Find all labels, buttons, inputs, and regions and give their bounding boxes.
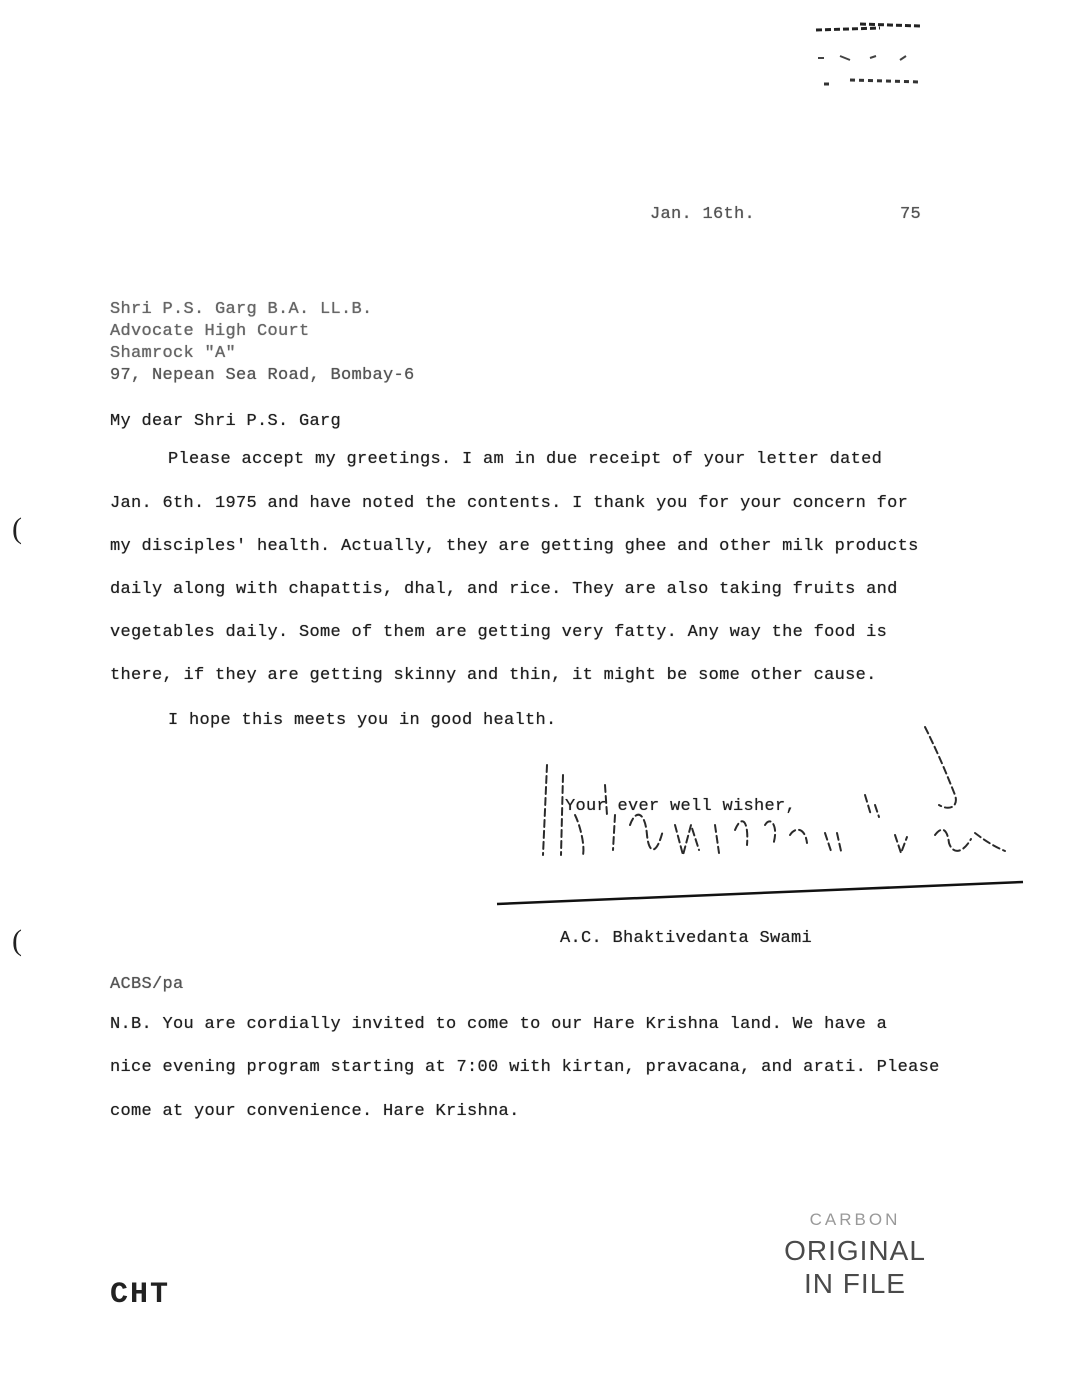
body-line-4: daily along with chapattis, dhal, and rice. They are also taking fruits and <box>110 580 898 599</box>
address-line-2: Advocate High Court <box>110 322 310 341</box>
carbon-stamp-line-2: ORIGINAL <box>784 1235 926 1266</box>
body-line-3: my disciples' health. Actually, they are getting ghee and other milk products <box>110 537 919 556</box>
address-line-3: Shamrock "A" <box>110 344 237 363</box>
body-line-5: vegetables daily. Some of them are getting very fatty. Any way the food is <box>110 623 888 642</box>
carbon-stamp-line-1: CARBON <box>809 1210 901 1229</box>
carbon-stamp-line-3: IN FILE <box>804 1268 906 1299</box>
body-line-1: Please accept my greetings. I am in due receipt of your letter dated <box>168 450 883 469</box>
signature-graphic <box>535 715 1015 865</box>
corner-stamp-graphic <box>810 20 925 95</box>
body-line-7: I hope this meets you in good health. <box>168 711 557 730</box>
reference-initials: ACBS/pa <box>110 975 184 994</box>
closing-text: Your ever well wisher, <box>565 797 797 816</box>
postscript-line-2: nice evening program starting at 7:00 with kirtan, pravacana, and arati. Please <box>110 1058 940 1077</box>
signatory-name: A.C. Bhaktivedanta Swami <box>560 929 813 948</box>
body-line-6: there, if they are getting skinny and thin, it might be some other cause. <box>110 666 877 685</box>
bottom-mark: CHT <box>110 1278 171 1312</box>
date-year: 75 <box>900 205 922 224</box>
margin-mark-1: ( <box>12 512 22 545</box>
postscript-line-3: come at your convenience. Hare Krishna. <box>110 1102 520 1121</box>
signature-rule <box>495 880 1025 908</box>
postscript-line-1: N.B. You are cordially invited to come to our Hare Krishna land. We have a <box>110 1015 888 1034</box>
salutation: My dear Shri P.S. Garg <box>110 412 342 431</box>
address-line-1: Shri P.S. Garg B.A. LL.B. <box>110 300 373 319</box>
address-line-4: 97, Nepean Sea Road, Bombay-6 <box>110 366 415 385</box>
body-line-2: Jan. 6th. 1975 and have noted the contents. I thank you for your concern for <box>110 494 909 513</box>
corner-mark <box>810 20 925 95</box>
signature <box>535 715 1015 865</box>
date-text: Jan. 16th. <box>650 205 756 224</box>
margin-mark-2: ( <box>12 924 22 957</box>
